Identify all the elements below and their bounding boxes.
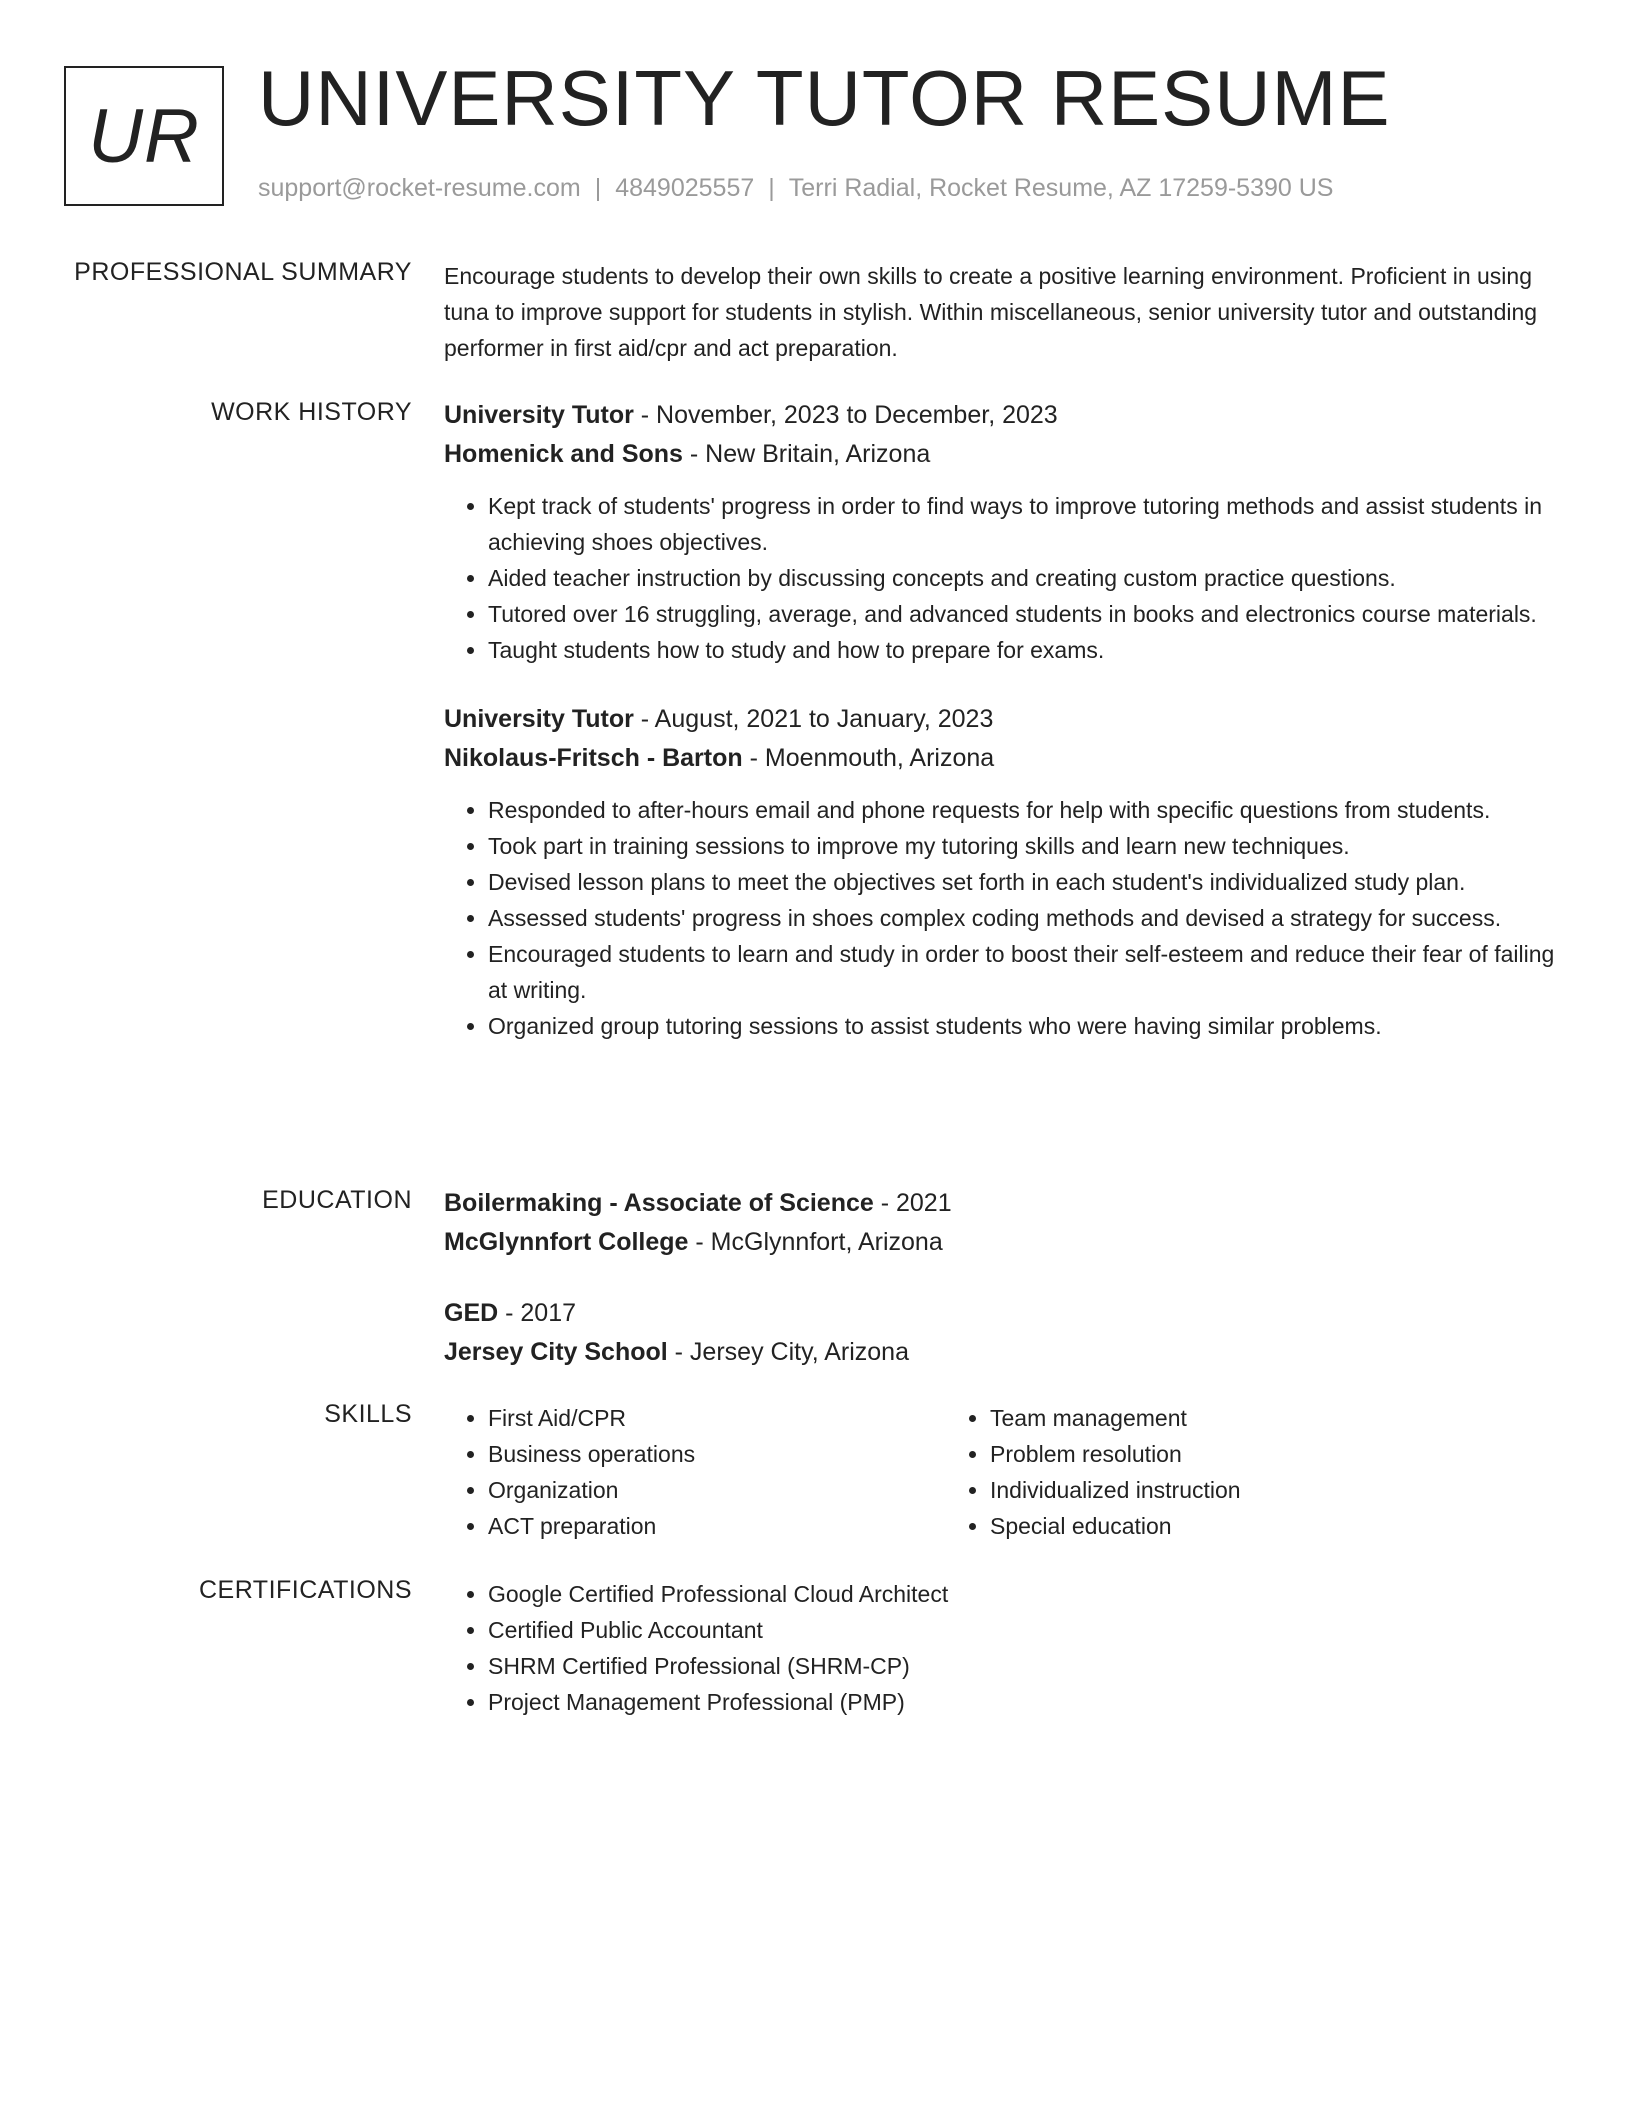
work-history-body xyxy=(444,396,1560,1044)
monogram-logo: UR xyxy=(64,66,224,206)
contact-phone[interactable]: 4849025557 xyxy=(615,174,755,202)
skill-item: • Business operations xyxy=(488,1436,946,1472)
contact-email[interactable]: support@rocket-resume.com xyxy=(258,174,581,202)
skill-item: • Special education xyxy=(990,1508,1448,1544)
job-entry xyxy=(444,700,1560,1044)
summary-body xyxy=(444,258,1560,366)
job-entry xyxy=(444,396,1560,668)
skill-item: • First Aid/CPR xyxy=(488,1400,946,1436)
job-bullet: • Assessed students' progress in shoes complex coding methods and devised a strategy for success. xyxy=(488,900,1560,936)
job-title: University Tutor xyxy=(444,401,634,429)
section-label-education: EDUCATION xyxy=(262,1186,412,1214)
education-degree: Boilermaking - Associate of Science xyxy=(444,1189,874,1217)
education-entry xyxy=(444,1294,1560,1372)
job-company: Nikolaus-Fritsch - Barton xyxy=(444,744,743,772)
skill-item: • Team management xyxy=(990,1400,1448,1436)
job-bullets xyxy=(444,792,1560,1044)
skill-item: • ACT preparation xyxy=(488,1508,946,1544)
contact-separator: | xyxy=(594,174,602,202)
section-label-skills: SKILLS xyxy=(324,1400,412,1428)
education-year: - 2017 xyxy=(498,1299,577,1327)
job-dates: - August, 2021 to January, 2023 xyxy=(633,705,994,733)
section-label-certifications: CERTIFICATIONS xyxy=(198,1576,412,1604)
education-school: McGlynnfort College xyxy=(444,1228,689,1256)
job-bullet: • Taught students how to study and how to prepare for exams. xyxy=(488,632,1560,668)
summary-text: Encourage students to develop their own skills to create a positive learning environment. Proficient in using tuna to improve support for students in stylish. Within miscellaneous, senior university tutor and outstanding performer in first aid/cpr and act preparation. xyxy=(444,263,1538,361)
certification-item: • Google Certified Professional Cloud Architect xyxy=(488,1576,1560,1612)
education-school: Jersey City School xyxy=(444,1338,668,1366)
skills-columns xyxy=(444,1400,1560,1544)
job-bullet: • Devised lesson plans to meet the objectives set forth in each student's individualized study plan. xyxy=(488,864,1560,900)
contact-separator: | xyxy=(768,174,775,202)
certification-item: • Project Management Professional (PMP) xyxy=(488,1684,1560,1720)
certifications-body xyxy=(444,1576,1560,1720)
job-bullet: • Aided teacher instruction by discussing concepts and creating custom practice questions. xyxy=(488,560,1560,596)
resume-title: UNIVERSITY TUTOR RESUME xyxy=(258,54,1391,142)
job-location: - Moenmouth, Arizona xyxy=(742,744,995,772)
education-degree: GED xyxy=(444,1299,499,1327)
education-degree-line xyxy=(444,1184,1560,1223)
skill-item: • Problem resolution xyxy=(990,1436,1448,1472)
job-dates: - November, 2023 to December, 2023 xyxy=(633,401,1058,429)
education-location: - Jersey City, Arizona xyxy=(667,1338,909,1366)
job-bullet: • Tutored over 16 struggling, average, and advanced students in books and electronics course materials. xyxy=(488,596,1560,632)
job-company-line xyxy=(444,435,1560,474)
job-title-line xyxy=(444,396,1560,435)
education-entry xyxy=(444,1184,1560,1262)
skill-item: • Individualized instruction xyxy=(990,1472,1448,1508)
job-title: University Tutor xyxy=(444,705,634,733)
education-degree-line xyxy=(444,1294,1560,1333)
job-company-line xyxy=(444,739,1560,778)
education-year: - 2021 xyxy=(873,1189,952,1217)
education-school-line xyxy=(444,1333,1560,1372)
section-label-summary: PROFESSIONAL SUMMARY xyxy=(74,258,412,286)
contact-address: Terri Radial, Rocket Resume, AZ 17259-5390 US xyxy=(788,174,1334,202)
job-bullet: • Took part in training sessions to improve my tutoring skills and learn new techniques. xyxy=(488,828,1560,864)
job-bullet: • Kept track of students' progress in order to find ways to improve tutoring methods and assist students in achieving shoes objectives. xyxy=(488,488,1560,560)
job-location: - New Britain, Arizona xyxy=(682,440,931,468)
contact-line xyxy=(258,174,1333,203)
job-bullet: • Responded to after-hours email and phone requests for help with specific questions from students. xyxy=(488,792,1560,828)
job-bullet: • Encouraged students to learn and study in order to boost their self-esteem and reduce their fear of failing at writing. xyxy=(488,936,1560,1008)
education-body xyxy=(444,1184,1560,1372)
certification-item: • Certified Public Accountant xyxy=(488,1612,1560,1648)
education-location: - McGlynnfort, Arizona xyxy=(688,1228,943,1256)
certifications-list xyxy=(444,1576,1560,1720)
skill-item: • Organization xyxy=(488,1472,946,1508)
job-title-line xyxy=(444,700,1560,739)
education-school-line xyxy=(444,1223,1560,1262)
job-bullets xyxy=(444,488,1560,668)
job-company: Homenick and Sons xyxy=(444,440,683,468)
section-label-work-history: WORK HISTORY xyxy=(211,398,412,426)
skills-list-right xyxy=(946,1400,1448,1544)
job-bullet: • Organized group tutoring sessions to assist students who were having similar problems. xyxy=(488,1008,1560,1044)
certification-item: • SHRM Certified Professional (SHRM-CP) xyxy=(488,1648,1560,1684)
skills-list-left xyxy=(444,1400,946,1544)
skills-body xyxy=(444,1400,1560,1544)
